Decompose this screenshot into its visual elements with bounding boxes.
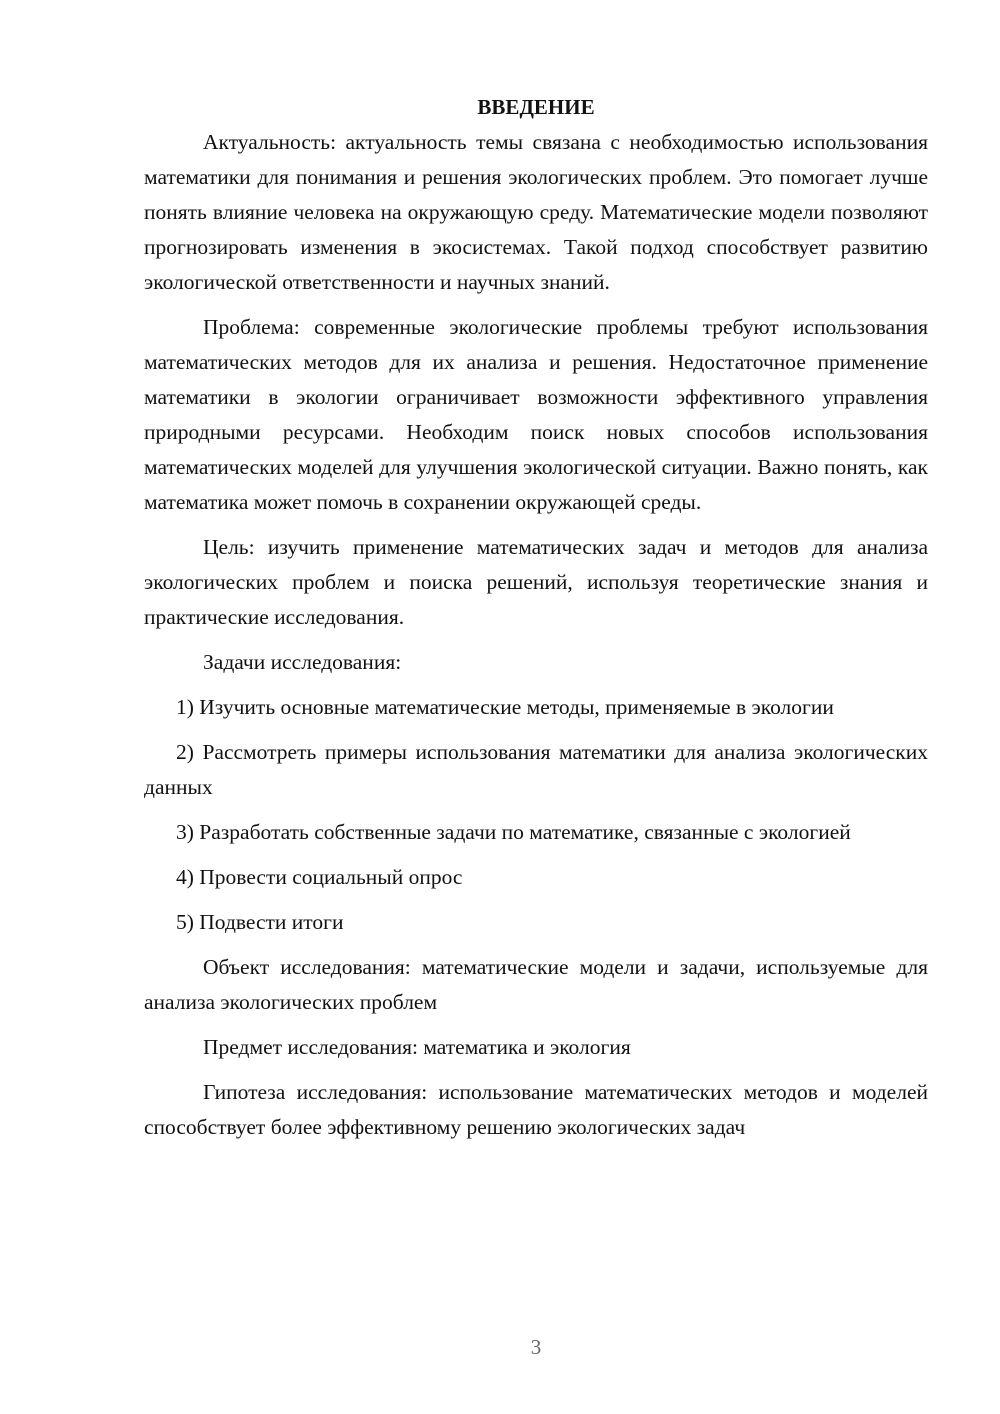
object-paragraph: Объект исследования: математические модели и задачи, используемые для анализа экологических проблем xyxy=(144,955,928,1014)
list-item: 1) Изучить основные математические методы, применяемые в экологии xyxy=(176,695,834,719)
subject-paragraph: Предмет исследования: математика и экология xyxy=(203,1035,631,1059)
relevance-paragraph: Актуальность: актуальность темы связана с необходимостью использования математики для понимания и решения экологических проблем. Это помогает лучше понять влияние человека на окружающую среду. Математические модели позволяют прогнозировать изменения в экосистемах. Такой подход способствует развитию экологической ответственности и научных знаний. xyxy=(144,130,928,294)
page-title: ВВЕДЕНИЕ xyxy=(477,95,595,119)
hypothesis-paragraph: Гипотеза исследования: использование математических методов и моделей способствует более эффективному решению экологических задач xyxy=(144,1080,928,1139)
goal-paragraph: Цель: изучить применение математических задач и методов для анализа экологических проблем и поиска решений, используя теоретические знания и практические исследования. xyxy=(144,535,928,629)
list-item: 5) Подвести итоги xyxy=(176,910,344,934)
page-content xyxy=(144,90,928,1145)
list-item: 2) Рассмотреть примеры использования математики для анализа экологических данных xyxy=(144,740,928,799)
tasks-list xyxy=(144,690,928,940)
page-number: 3 xyxy=(530,1335,542,1359)
tasks-heading: Задачи исследования: xyxy=(203,650,402,674)
list-item: 4) Провести социальный опрос xyxy=(176,865,463,889)
problem-paragraph: Проблема: современные экологические проблемы требуют использования математических методов для их анализа и решения. Недостаточное применение математики в экологии ограничивает возможности эффективного управления природными ресурсами. Необходим поиск новых способов использования математических моделей для улучшения экологической ситуации. Важно понять, как математика может помочь в сохранении окружающей среды. xyxy=(144,315,928,514)
list-item: 3) Разработать собственные задачи по математике, связанные с экологией xyxy=(176,820,851,844)
